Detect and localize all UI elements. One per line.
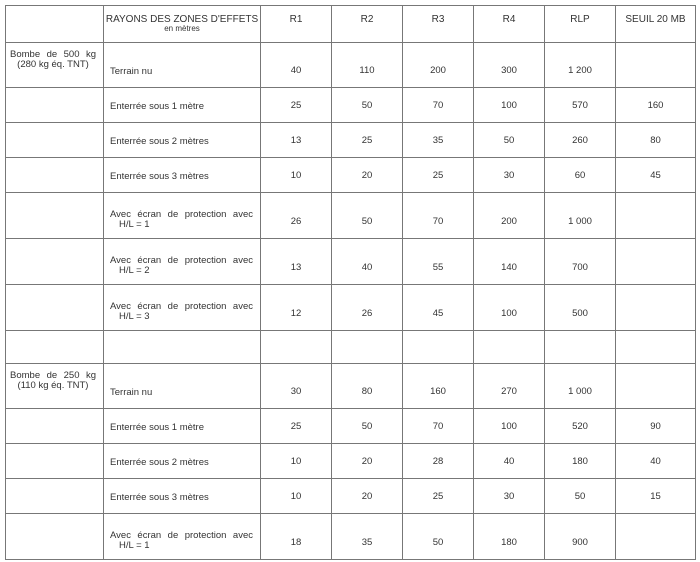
value-rlp: 1 000	[568, 386, 592, 397]
table-row	[6, 479, 696, 514]
empty-cell	[6, 444, 104, 479]
row-label-cell	[104, 409, 261, 444]
value-rlp: 60	[574, 170, 586, 181]
value-cell-r2	[332, 239, 403, 285]
value-r1: 10	[290, 456, 302, 467]
value-cell-r2	[332, 409, 403, 444]
value-seuil: 80	[650, 135, 661, 146]
row-label-line1: Enterrée sous 3 mètres	[110, 492, 209, 503]
value-rlp: 520	[572, 421, 588, 432]
row-label-line1: Enterrée sous 1 mètre	[110, 422, 204, 433]
value-r4: 100	[501, 100, 517, 111]
effects-radius-table	[5, 5, 696, 560]
value-cell-rlp	[545, 239, 616, 285]
empty-cell	[261, 331, 332, 364]
value-cell-rlp	[545, 479, 616, 514]
value-r1: 13	[290, 135, 302, 146]
value-cell-r2	[332, 43, 403, 88]
empty-cell	[6, 123, 104, 158]
value-cell-r1	[261, 123, 332, 158]
value-cell-r2	[332, 88, 403, 123]
value-cell-r1	[261, 43, 332, 88]
header-r2: R2	[332, 6, 403, 43]
row-label-cell	[104, 444, 261, 479]
value-seuil: 45	[650, 170, 661, 181]
value-r1: 26	[290, 216, 302, 227]
value-seuil: 15	[650, 491, 661, 502]
value-cell-seuil	[616, 479, 696, 514]
value-rlp: 1 000	[568, 216, 592, 227]
value-r1: 30	[290, 386, 302, 397]
empty-cell	[6, 331, 104, 364]
value-cell-r2	[332, 285, 403, 331]
value-r3: 160	[430, 386, 446, 397]
value-cell-r2	[332, 514, 403, 560]
value-cell-r4	[474, 479, 545, 514]
value-r3: 28	[432, 456, 444, 467]
value-cell-r4	[474, 409, 545, 444]
value-r2: 110	[359, 65, 375, 76]
value-r2: 80	[361, 386, 373, 397]
empty-cell	[6, 193, 104, 239]
value-cell-seuil	[616, 514, 696, 560]
value-r3: 70	[432, 100, 444, 111]
value-cell-r2	[332, 193, 403, 239]
value-cell-r1	[261, 239, 332, 285]
row-label-cell	[104, 479, 261, 514]
group-label-cell	[6, 364, 104, 409]
value-r1: 13	[290, 262, 302, 273]
value-cell-r1	[261, 444, 332, 479]
value-r2: 20	[361, 456, 373, 467]
value-cell-rlp	[545, 444, 616, 479]
row-label-cell	[104, 123, 261, 158]
value-r3: 70	[432, 216, 444, 227]
value-cell-r3	[403, 479, 474, 514]
empty-cell	[616, 331, 696, 364]
value-r4: 270	[501, 386, 517, 397]
value-r2: 20	[361, 170, 373, 181]
value-cell-r1	[261, 193, 332, 239]
table-row	[6, 285, 696, 331]
value-r4: 30	[503, 170, 515, 181]
value-r4: 100	[501, 308, 517, 319]
value-cell-r1	[261, 364, 332, 409]
value-cell-r4	[474, 43, 545, 88]
value-rlp: 570	[572, 100, 588, 111]
value-cell-r1	[261, 285, 332, 331]
value-r3: 25	[432, 491, 444, 502]
value-r1: 18	[290, 537, 302, 548]
value-r1: 12	[290, 308, 302, 319]
value-cell-r2	[332, 123, 403, 158]
value-r2: 26	[361, 308, 373, 319]
value-r3: 70	[432, 421, 444, 432]
group-label-line2: (280 kg éq. TNT)	[17, 59, 89, 70]
table-row	[6, 193, 696, 239]
value-cell-rlp	[545, 364, 616, 409]
table-row	[6, 444, 696, 479]
row-label-cell	[104, 88, 261, 123]
value-r4: 200	[501, 216, 517, 227]
value-r4: 100	[501, 421, 517, 432]
value-cell-rlp	[545, 123, 616, 158]
row-label-line1: Terrain nu	[110, 387, 153, 398]
value-rlp: 700	[572, 262, 588, 273]
value-rlp: 900	[572, 537, 588, 548]
empty-cell	[6, 88, 104, 123]
value-cell-r3	[403, 158, 474, 193]
value-cell-r2	[332, 158, 403, 193]
row-label-line1: Avec écran de protection avec	[110, 530, 253, 541]
value-r4: 300	[501, 65, 517, 76]
value-r2: 20	[361, 491, 373, 502]
empty-cell	[6, 479, 104, 514]
value-cell-rlp	[545, 43, 616, 88]
row-label-line1: Avec écran de protection avec	[110, 301, 253, 312]
value-cell-r4	[474, 285, 545, 331]
value-cell-r4	[474, 444, 545, 479]
value-cell-r3	[403, 88, 474, 123]
value-r4: 140	[501, 262, 517, 273]
value-rlp: 180	[572, 456, 588, 467]
value-seuil: 160	[647, 100, 664, 111]
value-r2: 50	[361, 100, 373, 111]
value-cell-r1	[261, 479, 332, 514]
value-r1: 10	[290, 491, 302, 502]
value-cell-seuil	[616, 123, 696, 158]
row-label-cell	[104, 193, 261, 239]
value-cell-seuil	[616, 158, 696, 193]
value-cell-r3	[403, 444, 474, 479]
group-label-line2: (110 kg éq. TNT)	[17, 380, 89, 391]
value-cell-r1	[261, 158, 332, 193]
empty-cell	[545, 331, 616, 364]
value-cell-seuil	[616, 43, 696, 88]
empty-cell	[6, 158, 104, 193]
empty-cell	[403, 331, 474, 364]
value-cell-r4	[474, 123, 545, 158]
value-cell-rlp	[545, 285, 616, 331]
header-group-cell	[6, 6, 104, 43]
row-label-line1: Enterrée sous 2 mètres	[110, 457, 209, 468]
value-r2: 25	[361, 135, 373, 146]
value-cell-r4	[474, 514, 545, 560]
value-cell-seuil	[616, 444, 696, 479]
value-cell-seuil	[616, 88, 696, 123]
empty-cell	[332, 331, 403, 364]
header-label-line1: RAYONS DES ZONES D'EFFETS	[105, 14, 259, 25]
value-cell-rlp	[545, 158, 616, 193]
header-label-line2: en mètres	[164, 24, 200, 33]
value-rlp: 1 200	[568, 65, 592, 76]
value-cell-r3	[403, 364, 474, 409]
value-cell-r3	[403, 239, 474, 285]
value-cell-r3	[403, 193, 474, 239]
value-rlp: 50	[574, 491, 586, 502]
value-seuil: 90	[650, 421, 661, 432]
row-label-cell	[104, 43, 261, 88]
value-cell-rlp	[545, 409, 616, 444]
empty-cell	[6, 409, 104, 444]
value-r3: 45	[432, 308, 444, 319]
table-row	[6, 123, 696, 158]
header-r3: R3	[403, 6, 474, 43]
value-cell-r2	[332, 364, 403, 409]
row-label-line1: Avec écran de protection avec	[110, 255, 253, 266]
value-cell-seuil	[616, 193, 696, 239]
header-seuil: SEUIL 20 MB	[616, 6, 696, 43]
value-cell-r2	[332, 479, 403, 514]
value-r1: 10	[290, 170, 302, 181]
empty-cell	[6, 285, 104, 331]
empty-cell	[474, 331, 545, 364]
empty-cell	[104, 331, 261, 364]
value-r4: 50	[503, 135, 515, 146]
spacer-row	[6, 331, 696, 364]
value-cell-r4	[474, 193, 545, 239]
value-r4: 180	[501, 537, 517, 548]
row-label-line2: H/L = 1	[119, 219, 150, 230]
value-r2: 50	[361, 216, 373, 227]
value-r1: 40	[290, 65, 302, 76]
table-row	[6, 364, 696, 409]
value-cell-r3	[403, 285, 474, 331]
value-cell-r3	[403, 123, 474, 158]
row-label-line1: Terrain nu	[110, 66, 153, 77]
group-label-cell	[6, 43, 104, 88]
row-label-line1: Enterrée sous 3 mètres	[110, 171, 209, 182]
value-cell-r1	[261, 88, 332, 123]
value-cell-seuil	[616, 285, 696, 331]
value-cell-r1	[261, 514, 332, 560]
header-r1: R1	[261, 6, 332, 43]
value-cell-r3	[403, 514, 474, 560]
value-r3: 25	[432, 170, 444, 181]
row-label-line2: H/L = 1	[119, 540, 150, 551]
value-r1: 25	[290, 421, 302, 432]
table-row	[6, 43, 696, 88]
value-r4: 30	[503, 491, 515, 502]
row-label-cell	[104, 158, 261, 193]
table-row	[6, 514, 696, 560]
value-cell-r3	[403, 43, 474, 88]
value-cell-rlp	[545, 88, 616, 123]
row-label-cell	[104, 285, 261, 331]
value-r3: 200	[430, 65, 446, 76]
value-cell-r1	[261, 409, 332, 444]
value-cell-seuil	[616, 364, 696, 409]
row-label-line1: Enterrée sous 1 mètre	[110, 101, 204, 112]
empty-cell	[6, 239, 104, 285]
table-row	[6, 239, 696, 285]
row-label-line2: H/L = 3	[119, 311, 150, 322]
value-cell-r2	[332, 444, 403, 479]
value-r3: 35	[432, 135, 444, 146]
value-cell-seuil	[616, 239, 696, 285]
value-cell-r3	[403, 409, 474, 444]
header-row	[6, 6, 696, 43]
value-r2: 50	[361, 421, 373, 432]
value-cell-r4	[474, 88, 545, 123]
row-label-line2: H/L = 2	[119, 265, 150, 276]
value-seuil: 40	[650, 456, 661, 467]
row-label-cell	[104, 364, 261, 409]
table-row	[6, 158, 696, 193]
value-r3: 50	[432, 537, 444, 548]
value-r2: 40	[361, 262, 373, 273]
table-row	[6, 409, 696, 444]
row-label-cell	[104, 239, 261, 285]
value-rlp: 500	[572, 308, 588, 319]
row-label-line1: Enterrée sous 2 mètres	[110, 136, 209, 147]
table-row	[6, 88, 696, 123]
header-r4: R4	[474, 6, 545, 43]
header-label-cell	[104, 6, 261, 43]
value-r2: 35	[361, 537, 373, 548]
value-r4: 40	[503, 456, 515, 467]
value-rlp: 260	[572, 135, 588, 146]
value-cell-rlp	[545, 193, 616, 239]
row-label-line1: Avec écran de protection avec	[110, 209, 253, 220]
value-cell-seuil	[616, 409, 696, 444]
value-cell-r4	[474, 239, 545, 285]
empty-cell	[6, 514, 104, 560]
row-label-cell	[104, 514, 261, 560]
value-cell-r4	[474, 364, 545, 409]
value-r1: 25	[290, 100, 302, 111]
group-label-line1: Bombe de 500 kg	[10, 49, 96, 60]
value-cell-rlp	[545, 514, 616, 560]
group-label-line1: Bombe de 250 kg	[10, 370, 96, 381]
value-cell-r4	[474, 158, 545, 193]
header-rlp: RLP	[545, 6, 616, 43]
value-r3: 55	[432, 262, 444, 273]
